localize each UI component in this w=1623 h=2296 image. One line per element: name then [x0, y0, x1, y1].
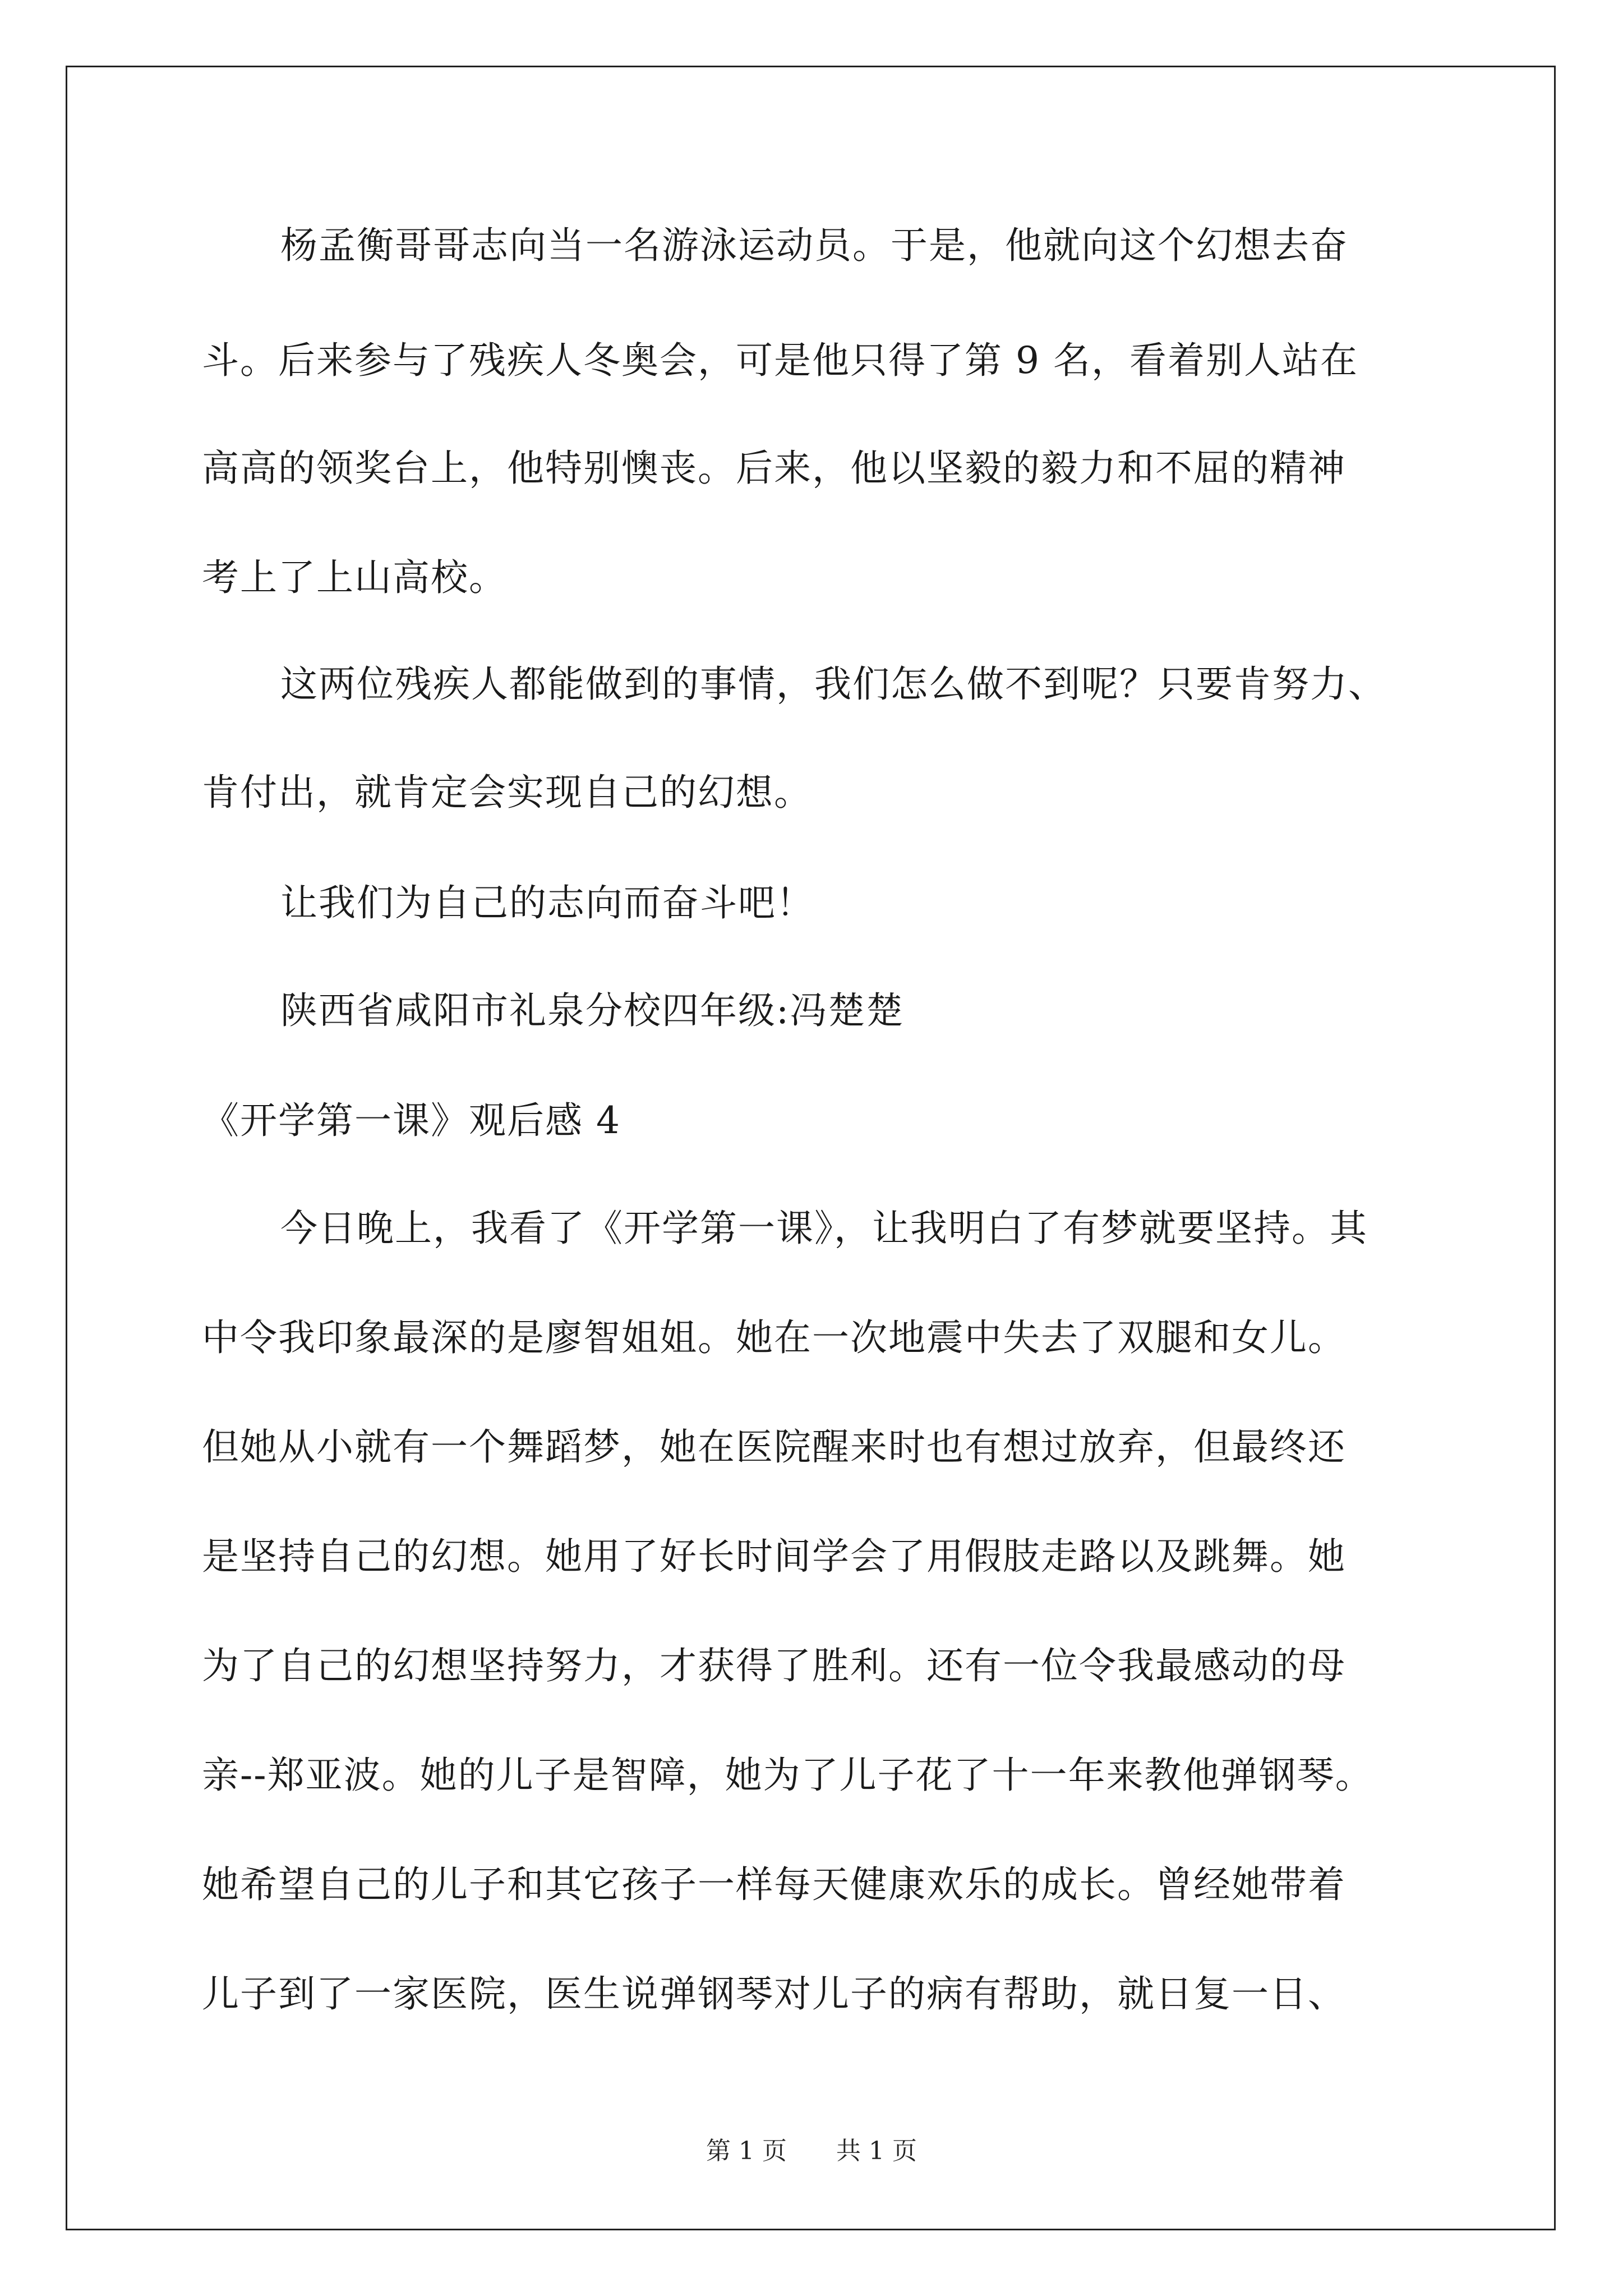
text-line: 为了自己的幻想坚持努力，才获得了胜利。还有一位令我最感动的母 — [202, 1644, 1346, 1687]
text-line: 亲--郑亚波。她的儿子是智障，她为了儿子花了十一年来教他弹钢琴。 — [202, 1754, 1373, 1797]
text-line: 考上了上山高校。 — [202, 556, 507, 599]
page-total: 共 1 页 — [836, 2137, 917, 2165]
text-line: 高高的领奖台上，他特别懊丧。后来，他以坚毅的毅力和不屈的精神 — [202, 447, 1346, 490]
text-line: 但她从小就有一个舞蹈梦，她在医院醒来时也有想过放弃，但最终还 — [202, 1425, 1346, 1469]
text-line: 中令我印象最深的是廖智姐姐。她在一次地震中失去了双腿和女儿。 — [202, 1316, 1346, 1359]
text-line: 杨孟衡哥哥志向当一名游泳运动员。于是，他就向这个幻想去奋 — [280, 224, 1348, 267]
section-title: 《开学第一课》观后感 4 — [202, 1099, 621, 1142]
page-number: 第 1 页 — [706, 2137, 787, 2165]
text-line: 肯付出，就肯定会实现自己的幻想。 — [202, 771, 812, 814]
text-line: 斗。后来参与了残疾人冬奥会，可是他只得了第 9 名，看着别人站在 — [202, 339, 1358, 382]
text-line: 她希望自己的儿子和其它孩子一样每天健康欢乐的成长。曾经她带着 — [202, 1863, 1346, 1906]
text-line: 儿子到了一家医院，医生说弹钢琴对儿子的病有帮助，就日复一日、 — [202, 1972, 1346, 2016]
text-line: 让我们为自己的志向而奋斗吧！ — [280, 881, 814, 924]
text-line: 是坚持自己的幻想。她用了好长时间学会了用假肢走路以及跳舞。她 — [202, 1535, 1346, 1578]
text-line: 这两位残疾人都能做到的事情，我们怎么做不到呢？只要肯努力、 — [280, 662, 1386, 706]
page-footer — [0, 2137, 1623, 2165]
text-line: 今日晚上，我看了《开学第一课》，让我明白了有梦就要坚持。其 — [280, 1207, 1368, 1250]
signature-line: 陕西省咸阳市礼泉分校四年级:冯楚楚 — [280, 989, 905, 1032]
